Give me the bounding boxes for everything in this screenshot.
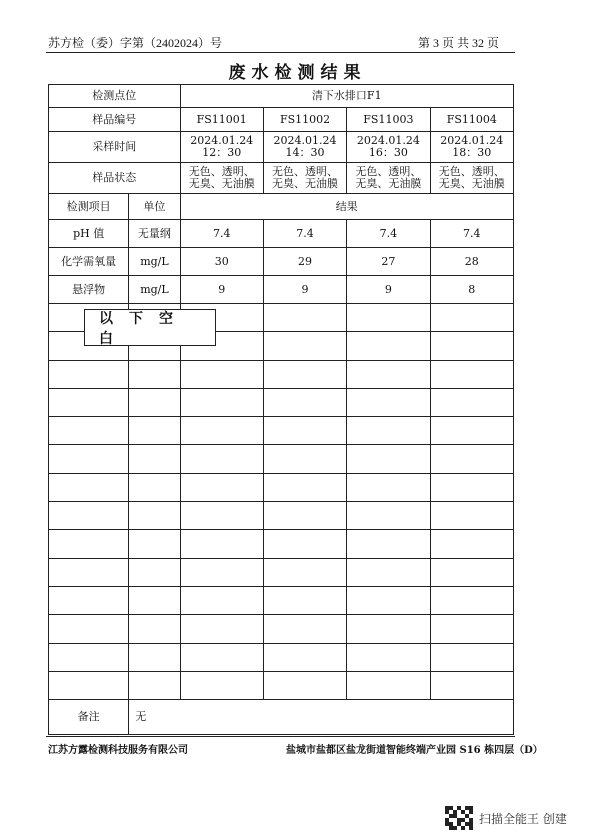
report-number: 苏方检（委）字第（2402024）号 — [48, 36, 223, 50]
empty-cell — [129, 445, 180, 473]
empty-cell — [49, 558, 129, 586]
empty-row — [49, 643, 514, 671]
empty-cell — [430, 643, 513, 671]
empty-cell — [347, 615, 430, 643]
empty-cell — [347, 388, 430, 416]
sample-no-cell: FS11003 — [347, 108, 430, 132]
result-unit: mg/L — [129, 276, 180, 304]
row-sample-no — [49, 108, 514, 132]
empty-cell — [129, 615, 180, 643]
empty-cell — [347, 445, 430, 473]
empty-cell — [129, 586, 180, 614]
scanner-watermark — [445, 806, 567, 830]
footer-rule — [46, 736, 515, 737]
sample-time-cell: 2024.01.24 18：30 — [430, 132, 513, 163]
empty-cell — [347, 304, 430, 332]
empty-cell — [347, 502, 430, 530]
label-state: 样品状态 — [49, 163, 181, 194]
sample-time-cell: 2024.01.24 12：30 — [180, 132, 263, 163]
result-value: 9 — [263, 276, 346, 304]
empty-cell — [129, 388, 180, 416]
empty-row — [49, 388, 514, 416]
empty-cell — [263, 304, 346, 332]
result-value: 7.4 — [263, 220, 346, 248]
empty-cell — [180, 586, 263, 614]
label-time: 采样时间 — [49, 132, 181, 163]
empty-cell — [347, 586, 430, 614]
empty-cell — [347, 558, 430, 586]
empty-cell — [347, 473, 430, 501]
remarks-value: 无 — [129, 700, 514, 735]
empty-row — [49, 417, 514, 445]
empty-cell — [49, 643, 129, 671]
empty-cell — [263, 671, 346, 699]
result-row-cod — [49, 248, 514, 276]
result-value: 7.4 — [430, 220, 513, 248]
empty-cell — [430, 615, 513, 643]
result-value: 9 — [180, 276, 263, 304]
result-value: 7.4 — [180, 220, 263, 248]
sample-state-cell: 无色、透明、 无臭、无油膜 — [180, 163, 263, 194]
empty-cell — [129, 671, 180, 699]
empty-cell — [263, 388, 346, 416]
result-item: 悬浮物 — [49, 276, 129, 304]
empty-cell — [347, 332, 430, 360]
empty-cell — [49, 671, 129, 699]
empty-cell — [180, 445, 263, 473]
empty-row — [49, 586, 514, 614]
watermark-text: 扫描全能王 创建 — [479, 811, 567, 826]
empty-cell — [129, 360, 180, 388]
empty-cell — [263, 502, 346, 530]
sample-state-cell: 无色、透明、 无臭、无油膜 — [347, 163, 430, 194]
label-sample-no: 样品编号 — [49, 108, 181, 132]
sample-time-cell: 2024.01.24 14：30 — [263, 132, 346, 163]
sample-no-cell: FS11001 — [180, 108, 263, 132]
empty-cell — [430, 530, 513, 558]
result-value: 9 — [347, 276, 430, 304]
result-item: 化学需氧量 — [49, 248, 129, 276]
empty-cell — [129, 558, 180, 586]
empty-cell — [180, 615, 263, 643]
label-unit: 单位 — [129, 194, 180, 220]
result-unit: mg/L — [129, 248, 180, 276]
empty-cell — [180, 530, 263, 558]
label-point: 检测点位 — [49, 85, 181, 108]
empty-cell — [129, 530, 180, 558]
empty-cell — [180, 388, 263, 416]
empty-cell — [430, 586, 513, 614]
empty-row — [49, 445, 514, 473]
empty-cell — [49, 530, 129, 558]
empty-cell — [49, 417, 129, 445]
empty-cell — [263, 586, 346, 614]
empty-cell — [263, 332, 346, 360]
qr-code-icon — [445, 806, 473, 830]
empty-cell — [430, 671, 513, 699]
result-value: 7.4 — [347, 220, 430, 248]
header-rule — [46, 52, 515, 53]
empty-cell — [49, 586, 129, 614]
empty-cell — [347, 360, 430, 388]
sample-no-cell: FS11002 — [263, 108, 346, 132]
label-remarks: 备注 — [49, 700, 129, 735]
sample-no-cell: FS11004 — [430, 108, 513, 132]
label-item: 检测项目 — [49, 194, 129, 220]
result-value: 30 — [180, 248, 263, 276]
empty-row — [49, 615, 514, 643]
empty-cell — [430, 360, 513, 388]
empty-rows — [49, 304, 514, 700]
empty-cell — [263, 473, 346, 501]
row-remarks — [49, 700, 514, 735]
empty-cell — [263, 643, 346, 671]
empty-cell — [49, 615, 129, 643]
empty-cell — [180, 671, 263, 699]
empty-cell — [49, 388, 129, 416]
result-row-ss — [49, 276, 514, 304]
row-state — [49, 163, 514, 194]
empty-cell — [49, 473, 129, 501]
empty-row — [49, 473, 514, 501]
point-value: 清下水排口F1 — [180, 85, 513, 108]
empty-cell — [263, 558, 346, 586]
result-value: 29 — [263, 248, 346, 276]
empty-cell — [430, 417, 513, 445]
empty-cell — [180, 643, 263, 671]
empty-cell — [430, 558, 513, 586]
empty-cell — [430, 388, 513, 416]
empty-cell — [263, 445, 346, 473]
empty-cell — [49, 445, 129, 473]
empty-row — [49, 671, 514, 699]
sample-state-cell: 无色、透明、 无臭、无油膜 — [263, 163, 346, 194]
empty-cell — [180, 502, 263, 530]
blank-below-stamp: 以下空白 — [84, 309, 216, 346]
footer-address: 盐城市盐都区盐龙街道智能终端产业园 S16 栋四层（D） — [286, 745, 543, 756]
empty-cell — [263, 417, 346, 445]
result-item: pH 值 — [49, 220, 129, 248]
empty-cell — [49, 502, 129, 530]
empty-cell — [430, 473, 513, 501]
empty-cell — [430, 502, 513, 530]
result-value: 8 — [430, 276, 513, 304]
empty-cell — [129, 643, 180, 671]
page-info: 第 3 页 共 32 页 — [418, 36, 500, 50]
empty-row — [49, 558, 514, 586]
result-value: 28 — [430, 248, 513, 276]
empty-row — [49, 530, 514, 558]
empty-cell — [263, 360, 346, 388]
empty-cell — [430, 445, 513, 473]
empty-cell — [49, 360, 129, 388]
sample-time-cell: 2024.01.24 16：30 — [347, 132, 430, 163]
empty-cell — [263, 615, 346, 643]
result-unit: 无量纲 — [129, 220, 180, 248]
empty-row — [49, 502, 514, 530]
row-time — [49, 132, 514, 163]
empty-cell — [180, 360, 263, 388]
empty-cell — [347, 671, 430, 699]
row-result-header — [49, 194, 514, 220]
empty-cell — [430, 304, 513, 332]
empty-cell — [263, 530, 346, 558]
empty-cell — [347, 417, 430, 445]
empty-cell — [180, 558, 263, 586]
page-title: 废水检测结果 — [228, 63, 367, 83]
empty-cell — [430, 332, 513, 360]
result-row-ph — [49, 220, 514, 248]
empty-cell — [347, 643, 430, 671]
empty-cell — [180, 473, 263, 501]
empty-cell — [129, 502, 180, 530]
empty-row — [49, 360, 514, 388]
empty-cell — [180, 417, 263, 445]
results-table — [48, 84, 514, 735]
footer-company: 江苏方露检测科技服务有限公司 — [48, 745, 188, 756]
result-value: 27 — [347, 248, 430, 276]
empty-cell — [347, 530, 430, 558]
label-result: 结果 — [180, 194, 513, 220]
empty-cell — [129, 473, 180, 501]
empty-cell — [129, 417, 180, 445]
row-point — [49, 85, 514, 108]
sample-state-cell: 无色、透明、 无臭、无油膜 — [430, 163, 513, 194]
